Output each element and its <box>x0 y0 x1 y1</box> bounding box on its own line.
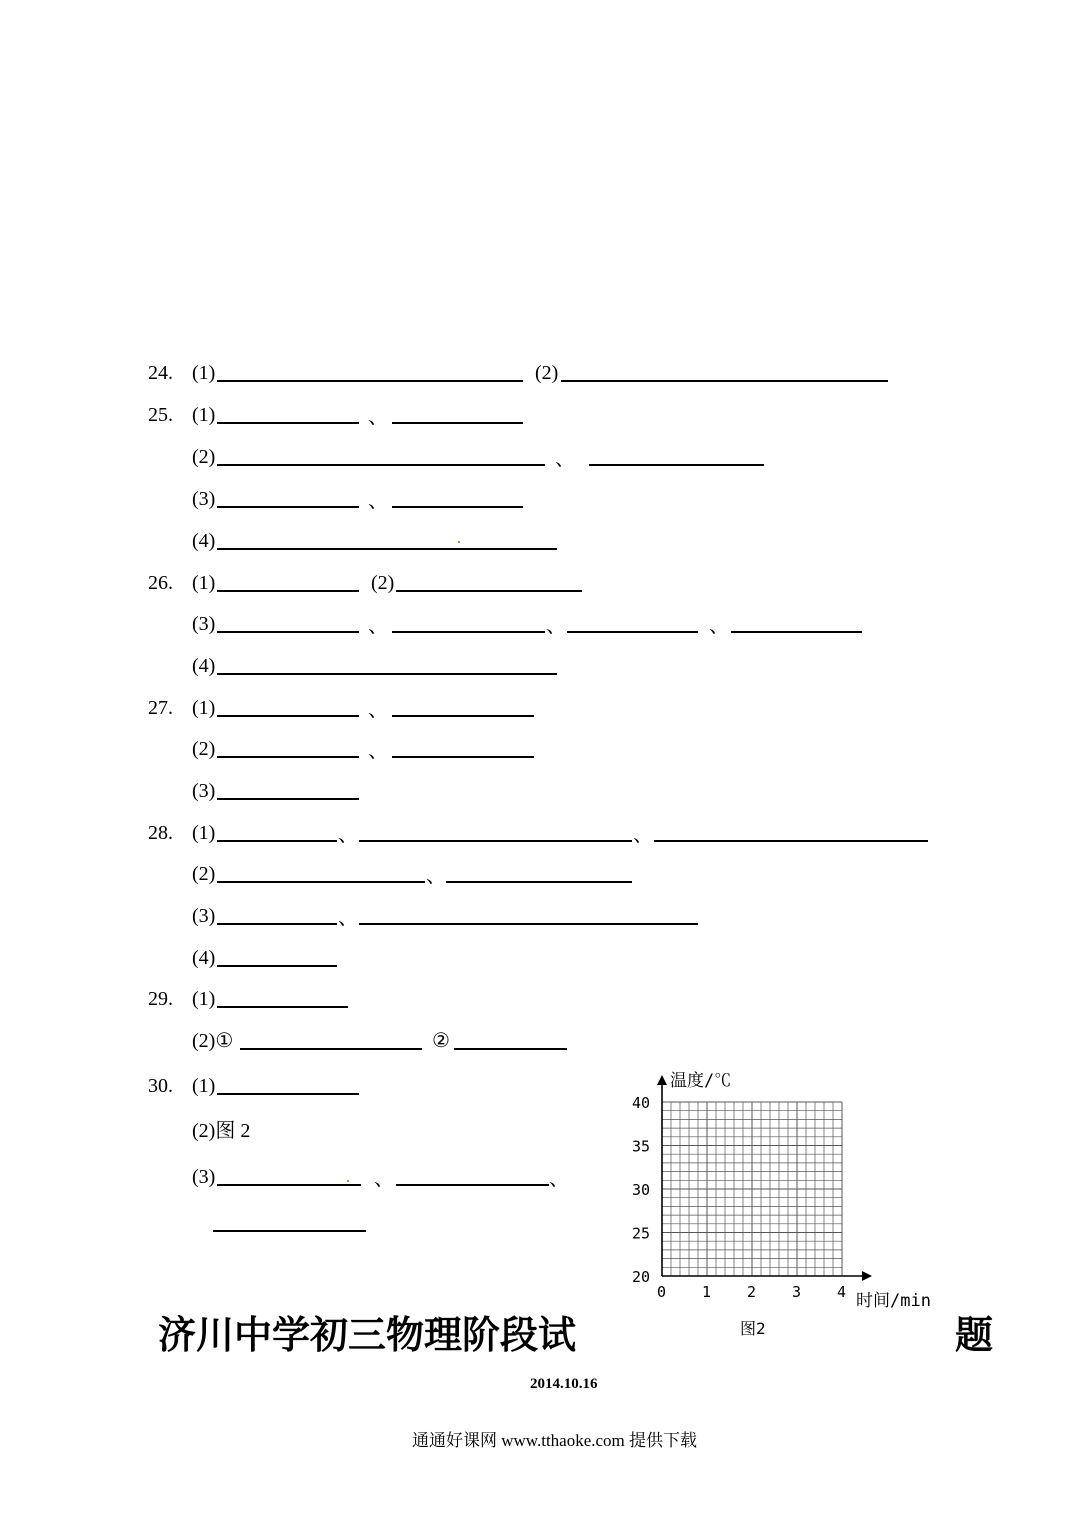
q28-part3-blank-a[interactable] <box>217 923 337 925</box>
separator: 、 <box>549 1168 569 1190</box>
separator: 、 <box>633 824 653 846</box>
q27-part1-blank-b[interactable] <box>392 715 534 717</box>
separator: 、 <box>555 448 575 470</box>
y-tick-label: 30 <box>632 1181 651 1199</box>
q25-part3-blank-b[interactable] <box>392 506 523 508</box>
q25-part3-label: (3) <box>192 488 216 510</box>
q29-part1-blank[interactable] <box>217 1006 348 1008</box>
q27-part3-blank[interactable] <box>217 798 359 800</box>
separator: 、 <box>546 615 566 637</box>
q25-part4-blank[interactable] <box>217 548 557 550</box>
q28-part1-blank-b[interactable] <box>359 840 632 842</box>
y-axis-label: 温度/℃ <box>670 1071 732 1091</box>
q27-part2-blank-a[interactable] <box>217 756 359 758</box>
q29-part2-blank-b[interactable] <box>454 1048 567 1050</box>
q30-part2-label: (2)图 2 <box>192 1120 251 1142</box>
q30-part1-label: (1) <box>192 1075 216 1097</box>
x-axis-arrow <box>862 1271 872 1281</box>
x-tick-label: 3 <box>792 1283 802 1301</box>
separator: 、 <box>709 615 729 637</box>
question-number-25: 25. <box>148 404 173 426</box>
q28-part3-blank-b[interactable] <box>359 923 698 925</box>
q24-part2-blank[interactable] <box>561 380 888 382</box>
q25-part4-label: (4) <box>192 530 216 552</box>
q28-part3-label: (3) <box>192 905 216 927</box>
y-tick-label: 35 <box>632 1137 651 1156</box>
q29-part2-circle-2: ② <box>432 1030 450 1052</box>
separator: 、 <box>374 1168 394 1190</box>
q26-part2-label: (2) <box>371 572 395 594</box>
question-number-29: 29. <box>148 988 173 1010</box>
q26-part3-label: (3) <box>192 613 216 635</box>
q28-part2-label: (2) <box>192 863 216 885</box>
separator: 、 <box>368 699 388 721</box>
y-tick-label: 25 <box>632 1224 651 1243</box>
q26-part1-blank[interactable] <box>217 590 359 592</box>
separator: 、 <box>368 615 388 637</box>
q24-part2-label: (2) <box>535 362 559 384</box>
q29-part2-blank-a[interactable] <box>240 1048 422 1050</box>
question-number-28: 28. <box>148 822 173 844</box>
scan-speck <box>458 541 460 543</box>
q25-part1-blank-b[interactable] <box>392 422 523 424</box>
x-tick-label: 1 <box>702 1283 712 1301</box>
y-axis-arrow <box>657 1075 667 1085</box>
q26-part3-blank-d[interactable] <box>731 631 862 633</box>
q25-part2-blank-a[interactable] <box>217 464 545 466</box>
y-tick-label: 40 <box>632 1094 651 1112</box>
chart-grid <box>662 1102 842 1276</box>
q28-part1-blank-c[interactable] <box>654 840 928 842</box>
x-axis-label: 时间/min <box>856 1291 931 1311</box>
q29-part1-label: (1) <box>192 988 216 1010</box>
q28-part4-label: (4) <box>192 947 216 969</box>
separator: 、 <box>338 907 358 929</box>
exam-date: 2014.10.16 <box>530 1376 598 1392</box>
x-tick-label: 0 <box>657 1283 667 1301</box>
q28-part2-blank-b[interactable] <box>446 881 632 883</box>
separator: 、 <box>426 865 446 887</box>
question-number-24: 24. <box>148 362 173 384</box>
q26-part4-label: (4) <box>192 655 216 677</box>
separator: 、 <box>368 490 388 512</box>
q29-part2-label: (2)① <box>192 1030 234 1052</box>
q30-part3-label: (3) <box>192 1166 216 1188</box>
x-tick-label: 2 <box>747 1283 757 1301</box>
q25-part2-label: (2) <box>192 446 216 468</box>
q25-part1-label: (1) <box>192 404 216 426</box>
q30-part3-blank-b[interactable] <box>396 1184 549 1186</box>
q26-part4-blank[interactable] <box>217 673 557 675</box>
q26-part3-blank-a[interactable] <box>217 631 359 633</box>
q28-part1-blank-a[interactable] <box>217 840 337 842</box>
y-tick-label: 20 <box>632 1268 651 1286</box>
download-credit-footer: 通通好课网 www.tthaoke.com 提供下载 <box>412 1431 698 1450</box>
q25-part2-blank-b[interactable] <box>589 464 764 466</box>
q28-part2-blank-a[interactable] <box>217 881 425 883</box>
exam-title-suffix: 题 <box>955 1313 994 1357</box>
q30-part3-blank-c[interactable] <box>213 1230 366 1232</box>
q26-part2-blank[interactable] <box>396 590 582 592</box>
exam-title: 济川中学初三物理阶段试 <box>158 1313 577 1357</box>
q27-part2-blank-b[interactable] <box>392 756 534 758</box>
q25-part3-blank-a[interactable] <box>217 506 359 508</box>
q30-part3-blank-a[interactable] <box>217 1184 361 1186</box>
q30-part1-blank[interactable] <box>217 1093 359 1095</box>
chart-caption: 图2 <box>740 1319 766 1338</box>
question-number-26: 26. <box>148 572 173 594</box>
temperature-time-chart[interactable] <box>620 1062 950 1342</box>
q26-part3-blank-b[interactable] <box>392 631 545 633</box>
q28-part1-label: (1) <box>192 822 216 844</box>
q27-part3-label: (3) <box>192 780 216 802</box>
q28-part4-blank[interactable] <box>217 965 337 967</box>
question-number-27: 27. <box>148 697 173 719</box>
q27-part2-label: (2) <box>192 738 216 760</box>
separator: 、 <box>368 740 388 762</box>
q25-part1-blank-a[interactable] <box>217 422 359 424</box>
separator: 、 <box>368 406 388 428</box>
q27-part1-blank-a[interactable] <box>217 715 359 717</box>
separator: 、 <box>338 824 358 846</box>
scan-speck <box>347 1180 349 1182</box>
question-number-30: 30. <box>148 1075 173 1097</box>
q26-part1-label: (1) <box>192 572 216 594</box>
q24-part1-label: (1) <box>192 362 216 384</box>
q26-part3-blank-c[interactable] <box>567 631 698 633</box>
q24-part1-blank[interactable] <box>217 380 523 382</box>
x-tick-label: 4 <box>837 1283 847 1301</box>
q27-part1-label: (1) <box>192 697 216 719</box>
